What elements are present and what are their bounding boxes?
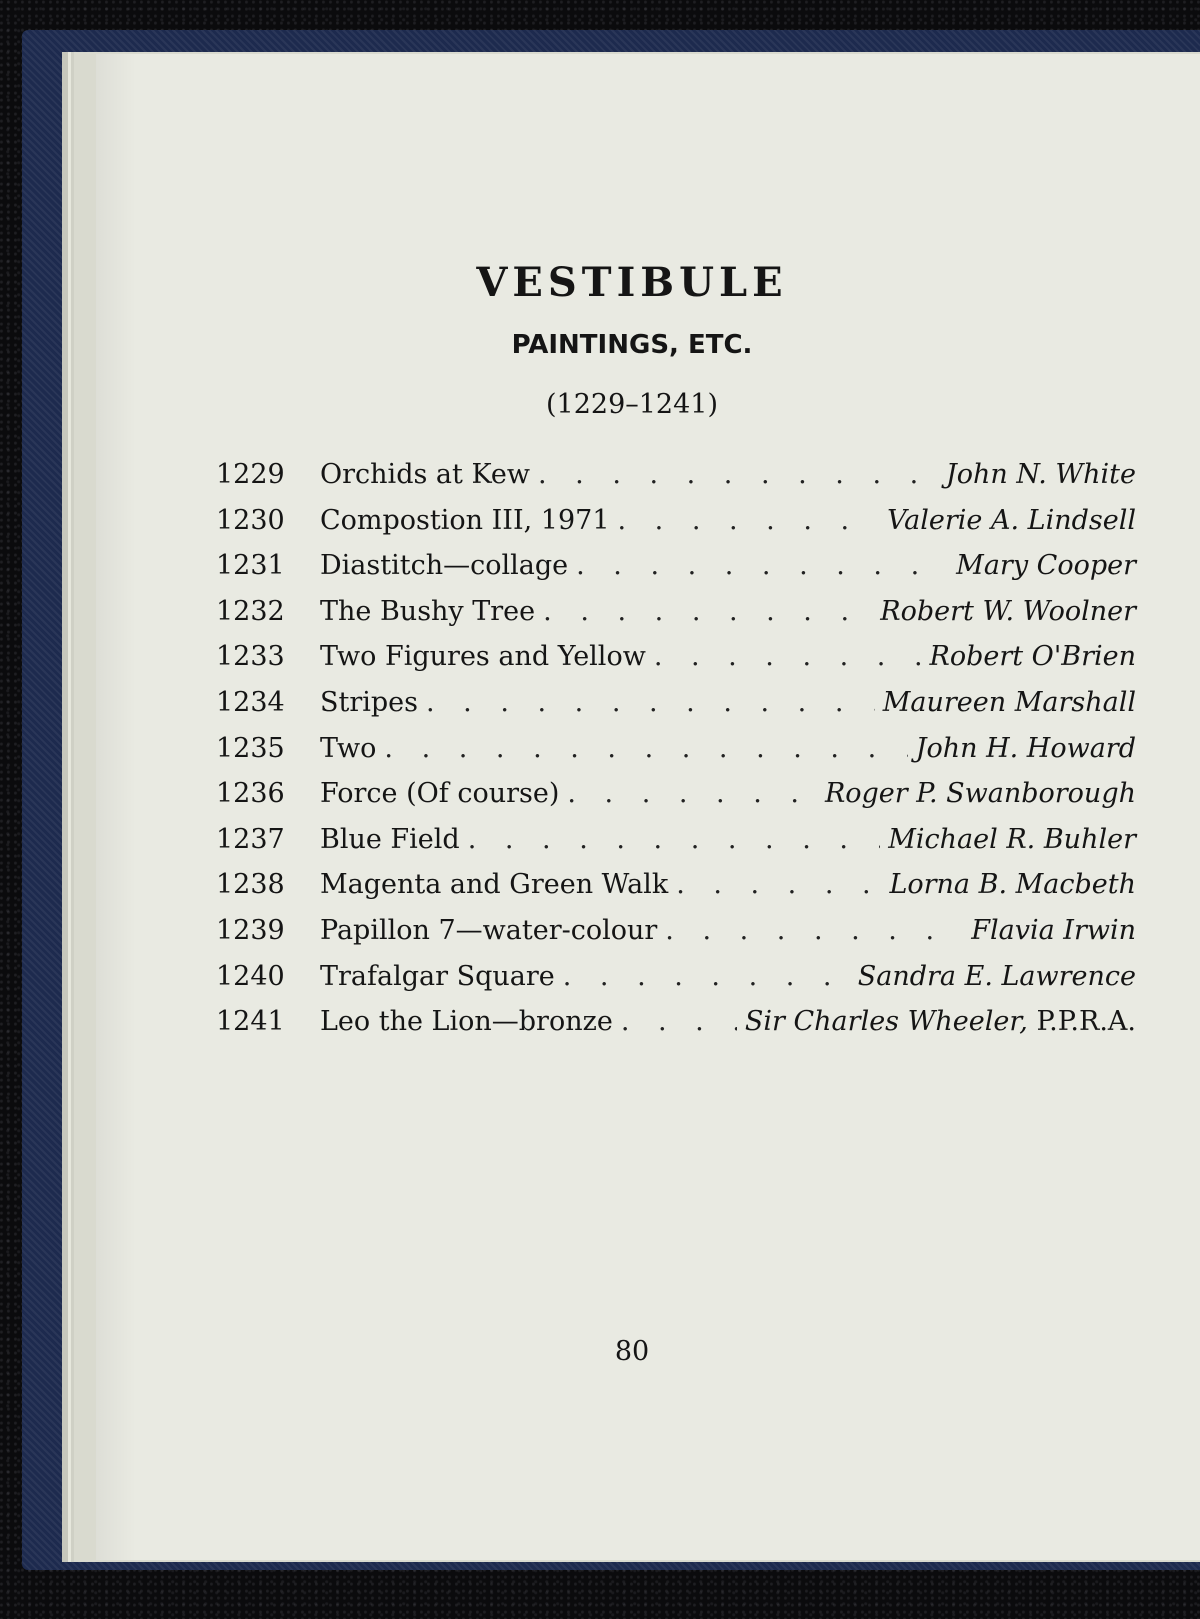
dot-leader	[543, 589, 872, 635]
page-title: VESTIBULE	[476, 259, 788, 306]
book-page	[96, 54, 1200, 1560]
dot-leader	[384, 726, 907, 772]
entry-title	[320, 543, 568, 589]
entry-artist-name: Robert W. Woolner	[880, 595, 1136, 627]
entry-artist-name: Mary Cooper	[956, 550, 1136, 582]
catalogue-entry	[216, 452, 1136, 498]
dot-leader	[621, 999, 737, 1045]
dot-leader	[567, 771, 817, 817]
entry-artist	[883, 680, 1136, 726]
entry-artist	[956, 543, 1136, 589]
entry-artist-name: Roger P. Swanborough	[824, 778, 1136, 810]
entry-artist-name: John N. White	[945, 459, 1136, 490]
entry-title	[320, 680, 418, 726]
entry-artist	[888, 817, 1136, 863]
entry-artist-name: Michael R. Buhler	[888, 823, 1136, 855]
entry-number: 1231	[216, 550, 285, 582]
entry-title-text: Two	[320, 732, 377, 764]
catalogue-entry	[216, 999, 1136, 1045]
catalogue-range: (1229–1241)	[546, 389, 718, 420]
entry-number: 1232	[216, 595, 285, 627]
entry-number: 1239	[216, 914, 285, 946]
entry-medium: —bronze	[491, 1006, 613, 1038]
dot-leader	[563, 954, 850, 1000]
entry-title-text: Force (Of course)	[320, 778, 560, 810]
catalogue-entry	[216, 543, 1136, 589]
catalogue-entry	[216, 908, 1136, 954]
page-subtitle: PAINTINGS, ETC.	[511, 330, 753, 360]
catalogue-entry	[216, 726, 1136, 772]
entry-title	[320, 954, 555, 1000]
dot-leader	[618, 498, 880, 544]
entry-title-text: Compostion III, 1971	[320, 504, 610, 536]
entry-number: 1234	[216, 686, 285, 718]
entry-artist-name: Sir Charles Wheeler,	[744, 1006, 1028, 1038]
entry-artist	[889, 862, 1136, 908]
entry-title-text: Blue Field	[320, 823, 460, 855]
entry-artist-name: Robert O'Brien	[929, 641, 1136, 673]
entry-medium: —water-colour	[455, 914, 658, 946]
dot-leader	[665, 908, 963, 954]
entry-artist-name: Maureen Marshall	[882, 686, 1136, 718]
entry-title	[320, 862, 668, 908]
entry-artist	[745, 999, 1136, 1045]
entry-number: 1233	[216, 641, 285, 673]
entry-title	[320, 771, 559, 817]
catalogue-entry	[216, 862, 1136, 908]
entry-artist	[946, 452, 1136, 498]
catalogue-entry	[216, 680, 1136, 726]
entry-artist	[825, 771, 1136, 817]
entry-artist	[930, 634, 1137, 680]
dot-leader	[676, 862, 881, 908]
entry-title-text: Magenta and Green Walk	[320, 869, 669, 901]
entry-title-text: Two Figures and Yellow	[320, 641, 646, 673]
entry-artist-name: John H. Howard	[915, 732, 1136, 764]
entry-title	[320, 908, 657, 954]
catalogue-list	[216, 452, 1136, 1045]
entry-title	[320, 634, 646, 680]
entry-title-text: Orchids at Kew	[320, 459, 530, 490]
entry-title	[320, 589, 535, 635]
catalogue-entry	[216, 771, 1136, 817]
dot-leader	[654, 634, 922, 680]
catalogue-entry	[216, 498, 1136, 544]
dot-leader	[468, 817, 881, 863]
entry-artist-suffix: P.P.R.A.	[1027, 1006, 1136, 1038]
dot-leader	[426, 680, 875, 726]
entry-artist	[887, 498, 1136, 544]
entry-title	[320, 452, 530, 498]
catalogue-entry	[216, 954, 1136, 1000]
entry-title-text: Diastitch	[320, 550, 444, 582]
entry-title-text: Trafalgar Square	[320, 960, 555, 992]
page-number: 80	[614, 1336, 650, 1367]
catalogue-entry	[216, 634, 1136, 680]
entry-number: 1230	[216, 504, 285, 536]
catalogue-entry	[216, 817, 1136, 863]
entry-artist-name: Lorna B. Macbeth	[889, 869, 1136, 901]
entry-artist	[858, 954, 1136, 1000]
entry-title-text: Stripes	[320, 686, 419, 718]
entry-number: 1235	[216, 732, 285, 764]
catalogue-entry	[216, 589, 1136, 635]
entry-number: 1229	[216, 459, 285, 490]
entry-number: 1236	[216, 778, 285, 810]
entry-artist-name: Valerie A. Lindsell	[887, 504, 1136, 536]
entry-title	[320, 726, 376, 772]
entry-title	[320, 498, 610, 544]
entry-artist-name: Sandra E. Lawrence	[857, 960, 1136, 992]
entry-number: 1240	[216, 960, 285, 992]
entry-artist-name: Flavia Irwin	[971, 914, 1136, 946]
entry-artist	[971, 908, 1136, 954]
entry-number: 1237	[216, 823, 285, 855]
dot-leader	[538, 452, 938, 498]
entry-title	[320, 817, 460, 863]
entry-title-text: The Bushy Tree	[320, 595, 536, 627]
entry-title-text: Papillon 7	[320, 914, 456, 946]
entry-artist	[880, 589, 1136, 635]
entry-number: 1238	[216, 869, 285, 901]
entry-title	[320, 999, 613, 1045]
entry-medium: —collage	[443, 550, 569, 582]
entry-number: 1241	[216, 1006, 285, 1038]
entry-title-text: Leo the Lion	[320, 1006, 492, 1038]
dot-leader	[576, 543, 948, 589]
entry-artist	[916, 726, 1136, 772]
